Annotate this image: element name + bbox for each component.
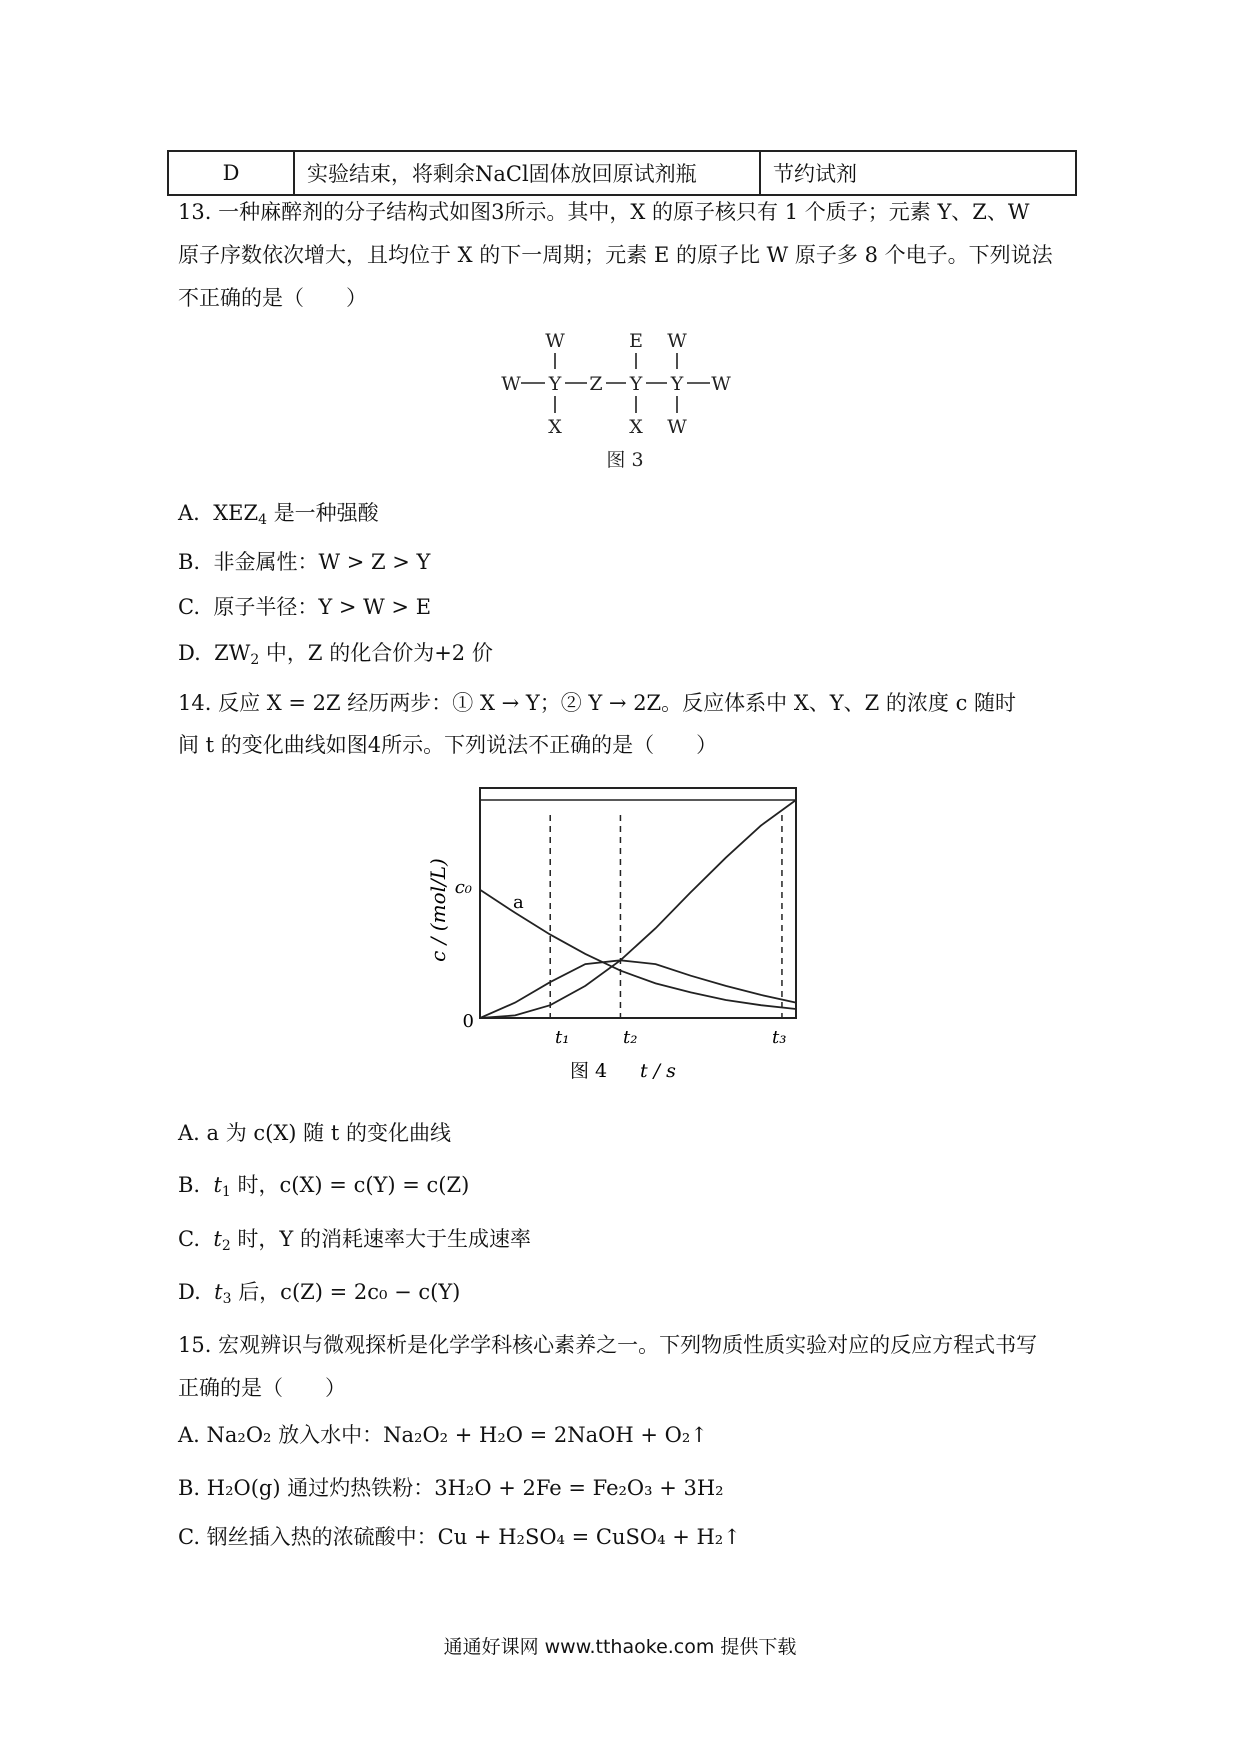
atom-y3: Y (670, 373, 684, 395)
atom-x2: X (629, 416, 643, 438)
chart-plot-frame (480, 788, 796, 1018)
q13-stem-line3: 不正确的是（ ） (178, 286, 367, 310)
table-row (168, 151, 1076, 195)
table-cell-purpose: 节约试剂 (760, 151, 1076, 195)
chart-series-group (480, 800, 796, 1018)
atom-w-left: W (501, 373, 521, 395)
molecule-structure-figure (495, 325, 755, 475)
atom-x1: X (548, 416, 562, 438)
chart-series-line-3 (480, 800, 796, 1018)
q14-option-d: D. $t_3$ 后，c(Z) = 2c₀ − c(Y) (178, 1280, 461, 1307)
table-cell-option: D (168, 151, 294, 195)
page-footer: 通通好课网 www.tthaoke.com 提供下载 (443, 1636, 797, 1658)
chart-y-axis-label: c / (mol/L) (426, 858, 450, 962)
chart-curve-label-a: a (513, 892, 524, 913)
q13-option-a: A. $XEZ_4$ 是一种强酸 (178, 501, 379, 528)
chart-y-tick-c0: c₀ (454, 877, 472, 898)
q15-option-b: B. H₂O(g) 通过灼热铁粉：3H₂O + 2Fe = Fe₂O₃ + 3H₂ (178, 1476, 724, 1500)
q13-option-b: B. 非金属性：W > Z > Y (178, 550, 431, 574)
atom-y2: Y (629, 373, 643, 395)
atom-z: Z (589, 373, 603, 395)
atom-y1: Y (548, 373, 562, 395)
figure-3-caption: 图 3 (606, 449, 644, 471)
option-table (167, 150, 1077, 196)
q14-option-c: C. $t_2$ 时，Y 的消耗速率大于生成速率 (178, 1227, 531, 1254)
q14-stem-line2: 间 t 的变化曲线如图4所示。下列说法不正确的是（ ） (178, 733, 718, 757)
concentration-chart (420, 770, 820, 1090)
chart-x-tick-t2: t₂ (623, 1027, 638, 1048)
q15-stem-line1: 15. 宏观辨识与微观探析是化学学科核心素养之一。下列物质性质实验对应的反应方程式书写 (178, 1333, 1038, 1357)
q14-option-b: B. $t_1$ 时，c(X) = c(Y) = c(Z) (178, 1173, 470, 1200)
chart-x-tick-t1: t₁ (555, 1027, 570, 1048)
atom-w-right: W (711, 373, 731, 395)
table-cell-operation: 实验结束，将剩余NaCl固体放回原试剂瓶 (294, 151, 760, 195)
figure-4-caption: 图 4 (570, 1060, 608, 1082)
q13-option-c: C. 原子半径：Y > W > E (178, 595, 432, 619)
chart-x-axis-label: t / s (640, 1060, 676, 1082)
q13-option-d: D. $ZW_2$ 中，Z 的化合价为+2 价 (178, 641, 493, 668)
chart-x-tick-t3: t₃ (772, 1027, 787, 1048)
atom-w-top1: W (545, 330, 565, 352)
atom-e: E (629, 330, 643, 352)
chart-series-line-2 (480, 960, 796, 1018)
atom-w-bottom: W (667, 416, 687, 438)
atom-w-top2: W (667, 330, 687, 352)
q13-stem-line2: 原子序数依次增大，且均位于 X 的下一周期；元素 E 的原子比 W 原子多 8 个电子。下列说法 (178, 243, 1053, 267)
q15-option-c: C. 钢丝插入热的浓硫酸中：Cu + H₂SO₄ = CuSO₄ + H₂↑ (178, 1525, 741, 1549)
chart-y-tick-zero: 0 (462, 1011, 474, 1032)
q13-stem-line1: 13. 一种麻醉剂的分子结构式如图3所示。其中，X 的原子核只有 1 个质子；元素 Y、Z、W (178, 200, 1030, 224)
q14-stem-line1: 14. 反应 X = 2Z 经历两步：① X → Y；② Y → 2Z。反应体系中 X、Y、Z 的浓度 c 随时 (178, 691, 1017, 715)
q14-option-a: A. a 为 c(X) 随 t 的变化曲线 (178, 1121, 451, 1145)
q15-option-a: A. Na₂O₂ 放入水中：Na₂O₂ + H₂O = 2NaOH + O₂↑ (178, 1423, 708, 1447)
q15-stem-line2: 正确的是（ ） (178, 1376, 346, 1400)
